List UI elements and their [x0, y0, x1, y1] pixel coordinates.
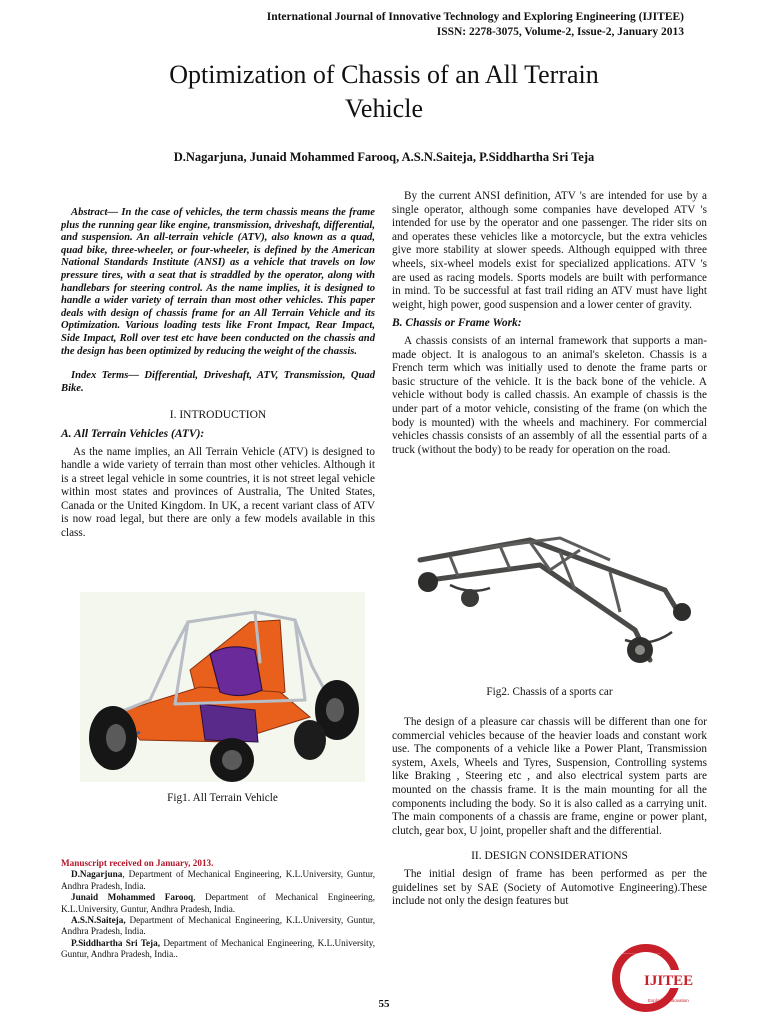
footnote-author-name: P.Siddhartha Sri Teja, — [71, 937, 161, 948]
footnote-author-name: D.Nagarjuna — [71, 869, 123, 880]
author-list: D.Nagarjuna, Junaid Mohammed Farooq, A.S.N.Saiteja, P.Siddhartha Sri Teja — [173, 150, 595, 164]
journal-header — [267, 10, 684, 40]
footnote-author-affiliation: , Department of Mechanical Engineering, K.L.University, Guntur, Andhra Pradesh, India. — [61, 892, 375, 914]
footnote-author-1 — [61, 869, 375, 892]
footnote-author-3 — [61, 915, 375, 938]
ansi-paragraph: By the current ANSI definition, ATV 's are intended for use by a single operator, although some companies have developed ATV 's intended for use by the operator and one passenger. The rider sits on and operates these vehicles like a motorcycle, but the extra vehicles give more stability at slower speeds. Although equipped with three wheels, six-wheel models exist for specialized applications. ATV 's are used as racing models. Sports models are built with performance in mind. To be successful at fast trail riding an ATV must have light weight, high power, good suspension and a lower center of gravity. — [392, 190, 707, 311]
atv-wheel-rear-left — [294, 720, 326, 760]
figure-chassis-image — [410, 520, 692, 680]
chassis-paragraph: A chassis consists of an internal framework that supports a man-made object. It is analogous to an animal's skeleton. Chassis is a French term which was initially used to denote the frame parts or basic structure of the vehicle. It is the back bone of the vehicle. A vehicle without body is called chassis. An example of chassis is the under part of a motor vehicle, consisting of the frame (on which the body is mounted) with the wheels and machinery. For commercial vehicles chassis consists of an assembly of all the essential parts of a truck (without the body) to be ready for operation on the road. — [392, 334, 707, 456]
footnote-author-name: A.S.N.Saiteja, — [71, 915, 126, 926]
footnote-author-affiliation: , Department of Mechanical Engineering, K.L.University, Guntur, Andhra Pradesh, India. — [61, 869, 375, 891]
subsection-heading-chassis: B. Chassis or Frame Work: — [392, 317, 522, 330]
section-heading-introduction: I. INTRODUCTION — [169, 409, 267, 422]
logo-tagline: Exploring Innovation — [648, 998, 689, 1003]
logo-text: IJITEE — [644, 973, 694, 989]
logo-ring-text: International Journal of Innovative Technology and Exploring Engineering — [622, 954, 661, 955]
paper-title-line2: Vehicle — [345, 94, 423, 123]
footnote-author-name: Junaid Mohammed Farooq — [71, 892, 194, 903]
footnote-block — [61, 858, 375, 961]
intro-paragraph: As the name implies, an All Terrain Vehicle (ATV) is designed to handle a wide variety of terrain than most other vehicles. Although it is a street legal vehicle in some countries, it is not street legal vehicle within most states and provinces of Australia, The United States, Canada or the United Kingdom. In UK, a recent variant class of ATV is now road legal, but there are only a few models available in this class. — [61, 445, 375, 540]
subsection-heading-atv: A. All Terrain Vehicles (ATV): — [61, 427, 205, 440]
design-paragraph: The design of a pleasure car chassis will be different than one for commercial vehicles because of the heavier loads and constant work use. The components of a vehicle like a Power Plant, Transmission system, Axels, Wheels and Tyres, Suspension, Controlling systems like Braking , Steering etc , and also electrical system parts are mounted on the chassis frame. It is the main mounting for all the components including the body. So it is also called as a carrying unit. The main components of a chassis are frame, engine or power plant, clutch, gear box, U joint, propeller shaft and the differential. — [392, 716, 707, 837]
footnote-author-2 — [61, 892, 375, 915]
paper-title-line1: Optimization of Chassis of an All Terrain — [169, 60, 599, 89]
journal-issn: ISSN: 2278-3075, Volume-2, Issue-2, January 2013 — [436, 26, 684, 38]
index-terms: Index Terms— Differential, Driveshaft, ATV, Transmission, Quad Bike. — [61, 370, 375, 394]
design-considerations-paragraph: The initial design of frame has been performed as per the guidelines set by SAE (Society of Automotive Engineering).These include not only the design features but — [392, 867, 707, 908]
atv-wheel-front-right — [210, 738, 254, 782]
abstract: Abstract— In the case of vehicles, the term chassis means the frame plus the running gear like engine, transmission, driveshaft, differential, and suspension. An all-terrain vehicle (ATV), also known as a quad, quad bike, three-wheeler, or four-wheeler, is defined by the American National Standards Institute (ANSI) as a vehicle that travels on low pressure tires, with a seat that is straddled by the operator, along with handlebars for steering control. As the name implies, it is designed to handle a wider variety of terrain than most other vehicles. This paper deals with design of chassis frame for an All Terrain Vehicle and its Optimization. Various loading tests like Front Impact, Rear Impact, Side Impact, Roll over test etc have been conducted on the chassis and the design has been optimized by reducing the weight of the chassis. — [61, 207, 375, 357]
footnote-author-affiliation: Department of Mechanical Engineering, K.L.University, Guntur, Andhra Pradesh, India. — [61, 915, 375, 937]
atv-wheel-front-left — [89, 706, 137, 770]
figure-atv-caption: Fig1. All Terrain Vehicle — [167, 792, 278, 804]
figure-atv-image — [80, 592, 365, 782]
footnote-received: Manuscript received on January, 2013. — [61, 858, 214, 868]
right-column-bottom — [392, 716, 707, 909]
right-column-top — [392, 190, 707, 457]
journal-name: International Journal of Innovative Technology and Exploring Engineering (IJITEE) — [266, 11, 684, 23]
ijitee-logo — [612, 936, 712, 1020]
section-heading-design: II. DESIGN CONSIDERATIONS — [471, 850, 628, 863]
left-column — [61, 207, 375, 541]
footnote-author-4 — [61, 938, 375, 961]
atv-side-panel — [200, 704, 258, 742]
page-number: 55 — [378, 998, 390, 1010]
footnote-author-affiliation: Department of Mechanical Engineering, K.L.University, Guntur, Andhra Pradesh, India.. — [61, 937, 375, 960]
figure-chassis-caption: Fig2. Chassis of a sports car — [486, 686, 613, 698]
paper-title — [84, 58, 684, 126]
